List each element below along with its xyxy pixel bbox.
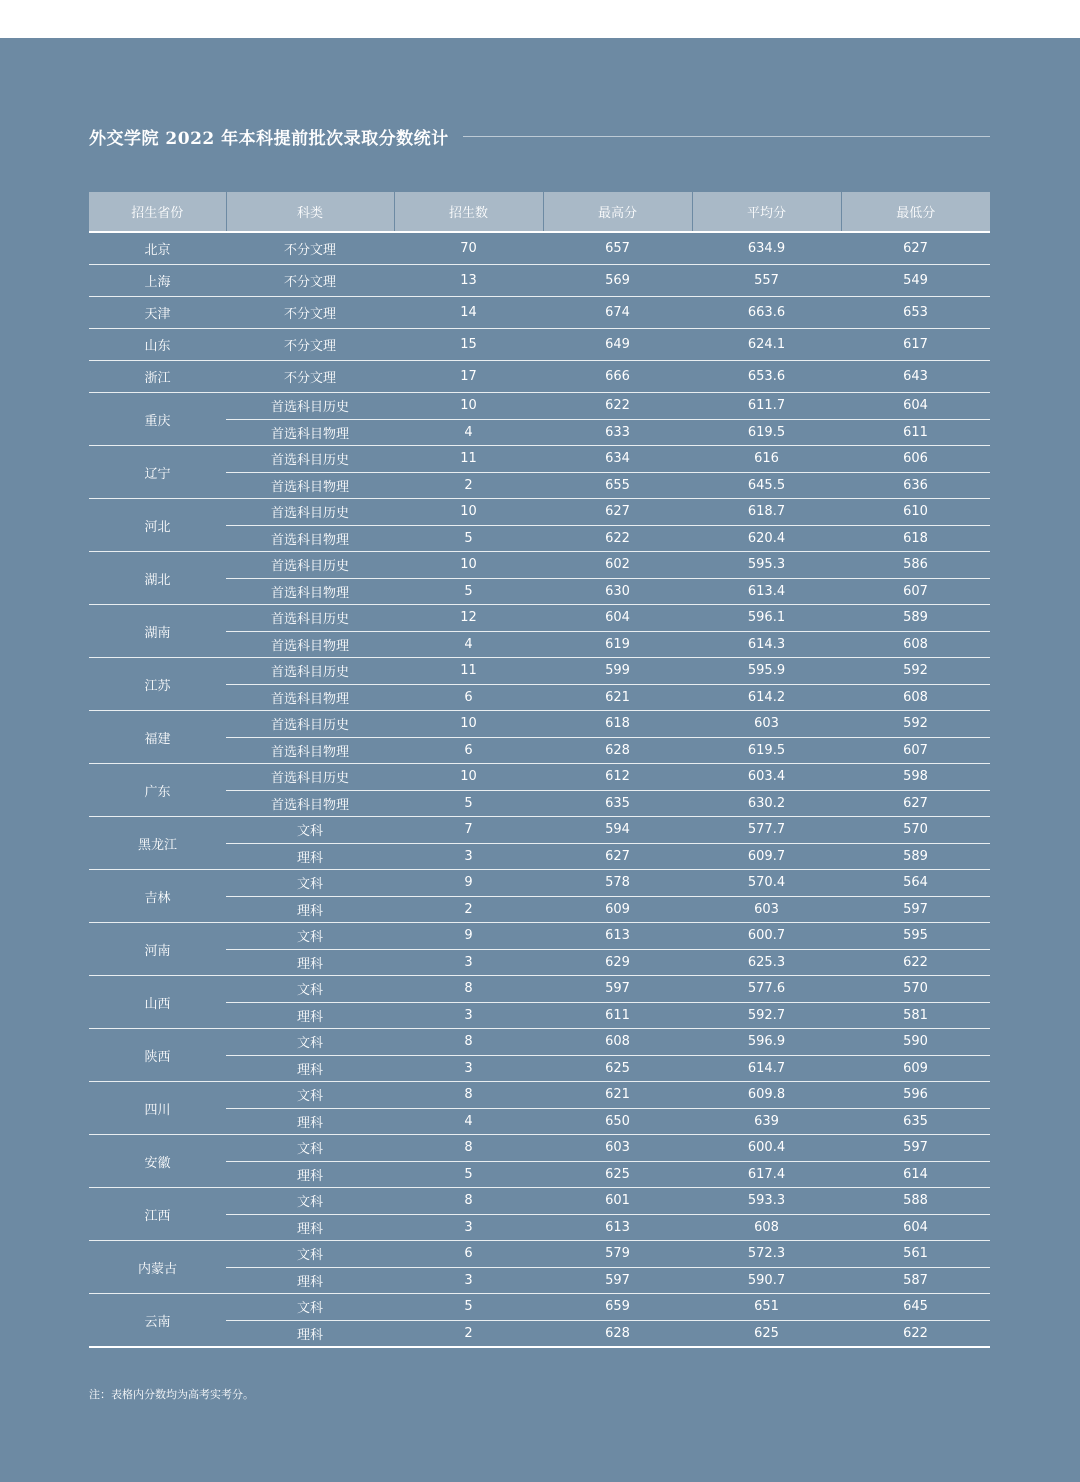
cell-max-score: 603 — [543, 1135, 692, 1162]
cell-category: 文科 — [226, 1029, 394, 1056]
cell-enrollment: 10 — [394, 393, 543, 420]
cell-max-score: 569 — [543, 265, 692, 297]
cell-max-score: 618 — [543, 711, 692, 738]
cell-enrollment: 8 — [394, 1082, 543, 1109]
table-row — [89, 361, 990, 393]
cell-min-score: 589 — [841, 843, 990, 870]
cell-max-score: 634 — [543, 446, 692, 473]
cell-min-score: 609 — [841, 1055, 990, 1082]
header-province: 招生省份 — [89, 192, 226, 232]
table-row — [89, 1241, 990, 1268]
cell-enrollment: 3 — [394, 949, 543, 976]
cell-min-score: 608 — [841, 631, 990, 658]
cell-enrollment: 8 — [394, 1029, 543, 1056]
cell-avg-score: 608 — [692, 1214, 841, 1241]
cell-province: 广东 — [89, 764, 226, 817]
cell-min-score: 618 — [841, 525, 990, 552]
cell-min-score: 614 — [841, 1161, 990, 1188]
province-group — [89, 1294, 990, 1348]
cell-avg-score: 614.2 — [692, 684, 841, 711]
province-group — [89, 393, 990, 446]
cell-enrollment: 15 — [394, 329, 543, 361]
cell-category: 首选科目物理 — [226, 419, 394, 446]
cell-avg-score: 630.2 — [692, 790, 841, 817]
cell-min-score: 607 — [841, 737, 990, 764]
header-min-score: 最低分 — [841, 192, 990, 232]
header-enrollment: 招生数 — [394, 192, 543, 232]
cell-max-score: 650 — [543, 1108, 692, 1135]
cell-min-score: 606 — [841, 446, 990, 473]
cell-avg-score: 603 — [692, 711, 841, 738]
title-row — [89, 124, 990, 148]
table-row — [89, 446, 990, 473]
table-row — [89, 1188, 990, 1215]
cell-province: 上海 — [89, 265, 226, 297]
province-group — [89, 297, 990, 329]
cell-category: 首选科目物理 — [226, 525, 394, 552]
cell-category: 首选科目历史 — [226, 711, 394, 738]
cell-province: 天津 — [89, 297, 226, 329]
cell-min-score: 607 — [841, 578, 990, 605]
cell-max-score: 627 — [543, 499, 692, 526]
province-group — [89, 923, 990, 976]
cell-enrollment: 4 — [394, 631, 543, 658]
cell-category: 理科 — [226, 1320, 394, 1347]
cell-min-score: 592 — [841, 658, 990, 685]
footnote: 注：表格内分数均为高考实考分。 — [89, 1388, 254, 1401]
table-row — [89, 605, 990, 632]
cell-enrollment: 8 — [394, 1188, 543, 1215]
cell-max-score: 619 — [543, 631, 692, 658]
cell-category: 首选科目历史 — [226, 499, 394, 526]
cell-min-score: 597 — [841, 1135, 990, 1162]
cell-avg-score: 625.3 — [692, 949, 841, 976]
cell-category: 文科 — [226, 1294, 394, 1321]
title-rule — [463, 136, 990, 137]
cell-province: 湖北 — [89, 552, 226, 605]
score-table — [89, 192, 990, 1348]
cell-enrollment: 9 — [394, 923, 543, 950]
cell-enrollment: 7 — [394, 817, 543, 844]
cell-avg-score: 619.5 — [692, 737, 841, 764]
cell-province: 河北 — [89, 499, 226, 552]
cell-enrollment: 5 — [394, 525, 543, 552]
cell-category: 首选科目历史 — [226, 446, 394, 473]
cell-enrollment: 3 — [394, 1267, 543, 1294]
cell-category: 首选科目历史 — [226, 393, 394, 420]
cell-avg-score: 595.3 — [692, 552, 841, 579]
cell-enrollment: 2 — [394, 1320, 543, 1347]
cell-enrollment: 6 — [394, 737, 543, 764]
table-row — [89, 976, 990, 1003]
cell-min-score: 627 — [841, 790, 990, 817]
cell-enrollment: 10 — [394, 499, 543, 526]
cell-min-score: 589 — [841, 605, 990, 632]
header-max-score: 最高分 — [543, 192, 692, 232]
cell-enrollment: 11 — [394, 446, 543, 473]
cell-enrollment: 9 — [394, 870, 543, 897]
cell-province: 内蒙古 — [89, 1241, 226, 1294]
cell-avg-score: 577.6 — [692, 976, 841, 1003]
cell-min-score: 635 — [841, 1108, 990, 1135]
cell-max-score: 578 — [543, 870, 692, 897]
table-row — [89, 1294, 990, 1321]
cell-max-score: 609 — [543, 896, 692, 923]
province-group — [89, 605, 990, 658]
header-avg-score: 平均分 — [692, 192, 841, 232]
cell-max-score: 621 — [543, 1082, 692, 1109]
cell-avg-score: 645.5 — [692, 472, 841, 499]
cell-category: 首选科目物理 — [226, 631, 394, 658]
province-group — [89, 1082, 990, 1135]
cell-avg-score: 603.4 — [692, 764, 841, 791]
cell-max-score: 628 — [543, 737, 692, 764]
cell-min-score: 561 — [841, 1241, 990, 1268]
cell-enrollment: 3 — [394, 1214, 543, 1241]
page-title: 外交学院 2022 年本科提前批次录取分数统计 — [89, 128, 449, 149]
cell-category: 理科 — [226, 1214, 394, 1241]
table-row — [89, 552, 990, 579]
table-row — [89, 923, 990, 950]
cell-avg-score: 595.9 — [692, 658, 841, 685]
province-group — [89, 817, 990, 870]
cell-max-score: 625 — [543, 1161, 692, 1188]
cell-enrollment: 6 — [394, 684, 543, 711]
cell-category: 文科 — [226, 923, 394, 950]
cell-min-score: 570 — [841, 976, 990, 1003]
province-group — [89, 361, 990, 393]
province-group — [89, 499, 990, 552]
cell-max-score: 597 — [543, 976, 692, 1003]
cell-enrollment: 8 — [394, 1135, 543, 1162]
province-group — [89, 870, 990, 923]
cell-min-score: 622 — [841, 949, 990, 976]
table-row — [89, 265, 990, 297]
cell-category: 首选科目历史 — [226, 605, 394, 632]
cell-avg-score: 593.3 — [692, 1188, 841, 1215]
cell-min-score: 604 — [841, 393, 990, 420]
cell-max-score: 601 — [543, 1188, 692, 1215]
cell-max-score: 604 — [543, 605, 692, 632]
cell-category: 首选科目物理 — [226, 578, 394, 605]
cell-category: 理科 — [226, 1002, 394, 1029]
cell-avg-score: 611.7 — [692, 393, 841, 420]
cell-avg-score: 620.4 — [692, 525, 841, 552]
cell-min-score: 622 — [841, 1320, 990, 1347]
cell-category: 理科 — [226, 949, 394, 976]
cell-category: 首选科目物理 — [226, 684, 394, 711]
cell-category: 文科 — [226, 870, 394, 897]
cell-category: 不分文理 — [226, 329, 394, 361]
cell-min-score: 608 — [841, 684, 990, 711]
cell-max-score: 608 — [543, 1029, 692, 1056]
cell-avg-score: 570.4 — [692, 870, 841, 897]
cell-max-score: 635 — [543, 790, 692, 817]
cell-enrollment: 10 — [394, 711, 543, 738]
table-row — [89, 232, 990, 265]
cell-category: 不分文理 — [226, 297, 394, 329]
cell-province: 山西 — [89, 976, 226, 1029]
cell-min-score: 598 — [841, 764, 990, 791]
cell-min-score: 590 — [841, 1029, 990, 1056]
cell-avg-score: 639 — [692, 1108, 841, 1135]
cell-enrollment: 3 — [394, 1055, 543, 1082]
cell-province: 四川 — [89, 1082, 226, 1135]
table-row — [89, 658, 990, 685]
cell-min-score: 549 — [841, 265, 990, 297]
province-group — [89, 446, 990, 499]
cell-category: 文科 — [226, 976, 394, 1003]
province-group — [89, 552, 990, 605]
cell-max-score: 599 — [543, 658, 692, 685]
cell-max-score: 666 — [543, 361, 692, 393]
cell-province: 安徽 — [89, 1135, 226, 1188]
cell-avg-score: 609.7 — [692, 843, 841, 870]
cell-avg-score: 614.3 — [692, 631, 841, 658]
cell-avg-score: 596.1 — [692, 605, 841, 632]
province-group — [89, 1188, 990, 1241]
cell-min-score: 592 — [841, 711, 990, 738]
cell-min-score: 581 — [841, 1002, 990, 1029]
table-row — [89, 499, 990, 526]
cell-province: 云南 — [89, 1294, 226, 1348]
province-group — [89, 1135, 990, 1188]
cell-max-score: 622 — [543, 525, 692, 552]
cell-category: 首选科目历史 — [226, 552, 394, 579]
cell-max-score: 613 — [543, 923, 692, 950]
province-group — [89, 232, 990, 265]
cell-avg-score: 600.4 — [692, 1135, 841, 1162]
province-group — [89, 1241, 990, 1294]
cell-category: 首选科目物理 — [226, 790, 394, 817]
cell-enrollment: 10 — [394, 552, 543, 579]
cell-min-score: 564 — [841, 870, 990, 897]
cell-enrollment: 5 — [394, 578, 543, 605]
table-row — [89, 817, 990, 844]
cell-min-score: 643 — [841, 361, 990, 393]
cell-province: 重庆 — [89, 393, 226, 446]
cell-avg-score: 618.7 — [692, 499, 841, 526]
cell-avg-score: 617.4 — [692, 1161, 841, 1188]
cell-min-score: 597 — [841, 896, 990, 923]
cell-province: 河南 — [89, 923, 226, 976]
table-row — [89, 711, 990, 738]
cell-max-score: 630 — [543, 578, 692, 605]
cell-max-score: 674 — [543, 297, 692, 329]
cell-min-score: 653 — [841, 297, 990, 329]
cell-min-score: 588 — [841, 1188, 990, 1215]
cell-province: 浙江 — [89, 361, 226, 393]
cell-enrollment: 6 — [394, 1241, 543, 1268]
cell-enrollment: 3 — [394, 1002, 543, 1029]
cell-enrollment: 17 — [394, 361, 543, 393]
cell-category: 不分文理 — [226, 265, 394, 297]
cell-avg-score: 625 — [692, 1320, 841, 1347]
cell-avg-score: 577.7 — [692, 817, 841, 844]
cell-enrollment: 10 — [394, 764, 543, 791]
table-row — [89, 297, 990, 329]
cell-max-score: 612 — [543, 764, 692, 791]
province-group — [89, 711, 990, 764]
cell-province: 黑龙江 — [89, 817, 226, 870]
cell-enrollment: 2 — [394, 896, 543, 923]
page-panel — [0, 38, 1080, 1482]
cell-avg-score: 613.4 — [692, 578, 841, 605]
cell-max-score: 594 — [543, 817, 692, 844]
cell-avg-score: 619.5 — [692, 419, 841, 446]
cell-max-score: 657 — [543, 232, 692, 265]
cell-min-score: 636 — [841, 472, 990, 499]
table-row — [89, 1082, 990, 1109]
cell-category: 理科 — [226, 1108, 394, 1135]
cell-category: 不分文理 — [226, 232, 394, 265]
cell-max-score: 622 — [543, 393, 692, 420]
cell-avg-score: 557 — [692, 265, 841, 297]
cell-max-score: 627 — [543, 843, 692, 870]
cell-enrollment: 11 — [394, 658, 543, 685]
cell-min-score: 611 — [841, 419, 990, 446]
table-header — [89, 192, 990, 232]
cell-avg-score: 592.7 — [692, 1002, 841, 1029]
province-group — [89, 1029, 990, 1082]
cell-avg-score: 634.9 — [692, 232, 841, 265]
cell-min-score: 645 — [841, 1294, 990, 1321]
cell-enrollment: 12 — [394, 605, 543, 632]
cell-min-score: 570 — [841, 817, 990, 844]
cell-province: 陕西 — [89, 1029, 226, 1082]
cell-enrollment: 5 — [394, 1294, 543, 1321]
cell-min-score: 596 — [841, 1082, 990, 1109]
cell-enrollment: 5 — [394, 1161, 543, 1188]
cell-avg-score: 600.7 — [692, 923, 841, 950]
cell-enrollment: 8 — [394, 976, 543, 1003]
cell-enrollment: 70 — [394, 232, 543, 265]
cell-category: 首选科目历史 — [226, 764, 394, 791]
table-row — [89, 1135, 990, 1162]
cell-max-score: 655 — [543, 472, 692, 499]
cell-category: 文科 — [226, 1188, 394, 1215]
cell-avg-score: 590.7 — [692, 1267, 841, 1294]
cell-category: 首选科目物理 — [226, 472, 394, 499]
cell-avg-score: 614.7 — [692, 1055, 841, 1082]
cell-min-score: 595 — [841, 923, 990, 950]
cell-province: 辽宁 — [89, 446, 226, 499]
cell-avg-score: 603 — [692, 896, 841, 923]
cell-avg-score: 572.3 — [692, 1241, 841, 1268]
cell-province: 江苏 — [89, 658, 226, 711]
table-row — [89, 870, 990, 897]
province-group — [89, 764, 990, 817]
cell-category: 理科 — [226, 1161, 394, 1188]
cell-max-score: 629 — [543, 949, 692, 976]
table-row — [89, 1029, 990, 1056]
cell-category: 首选科目物理 — [226, 737, 394, 764]
cell-province: 吉林 — [89, 870, 226, 923]
cell-max-score: 628 — [543, 1320, 692, 1347]
cell-avg-score: 653.6 — [692, 361, 841, 393]
cell-avg-score: 616 — [692, 446, 841, 473]
cell-category: 理科 — [226, 1267, 394, 1294]
cell-min-score: 610 — [841, 499, 990, 526]
cell-avg-score: 609.8 — [692, 1082, 841, 1109]
cell-min-score: 587 — [841, 1267, 990, 1294]
cell-province: 湖南 — [89, 605, 226, 658]
cell-category: 不分文理 — [226, 361, 394, 393]
cell-enrollment: 2 — [394, 472, 543, 499]
cell-avg-score: 663.6 — [692, 297, 841, 329]
cell-max-score: 613 — [543, 1214, 692, 1241]
table-row — [89, 393, 990, 420]
cell-avg-score: 624.1 — [692, 329, 841, 361]
cell-enrollment: 3 — [394, 843, 543, 870]
cell-max-score: 659 — [543, 1294, 692, 1321]
cell-avg-score: 651 — [692, 1294, 841, 1321]
cell-category: 文科 — [226, 1082, 394, 1109]
cell-min-score: 586 — [841, 552, 990, 579]
cell-category: 文科 — [226, 817, 394, 844]
cell-category: 首选科目历史 — [226, 658, 394, 685]
table-row — [89, 329, 990, 361]
cell-min-score: 627 — [841, 232, 990, 265]
cell-max-score: 625 — [543, 1055, 692, 1082]
province-group — [89, 265, 990, 297]
header-category: 科类 — [226, 192, 394, 232]
cell-enrollment: 14 — [394, 297, 543, 329]
cell-max-score: 597 — [543, 1267, 692, 1294]
cell-max-score: 602 — [543, 552, 692, 579]
cell-enrollment: 4 — [394, 419, 543, 446]
cell-province: 山东 — [89, 329, 226, 361]
cell-max-score: 633 — [543, 419, 692, 446]
cell-min-score: 604 — [841, 1214, 990, 1241]
cell-enrollment: 5 — [394, 790, 543, 817]
cell-province: 福建 — [89, 711, 226, 764]
cell-enrollment: 4 — [394, 1108, 543, 1135]
table-row — [89, 764, 990, 791]
cell-min-score: 617 — [841, 329, 990, 361]
province-group — [89, 329, 990, 361]
cell-category: 文科 — [226, 1135, 394, 1162]
cell-enrollment: 13 — [394, 265, 543, 297]
cell-province: 北京 — [89, 232, 226, 265]
cell-category: 文科 — [226, 1241, 394, 1268]
cell-category: 理科 — [226, 896, 394, 923]
cell-max-score: 579 — [543, 1241, 692, 1268]
cell-avg-score: 596.9 — [692, 1029, 841, 1056]
province-group — [89, 976, 990, 1029]
province-group — [89, 658, 990, 711]
header-row — [89, 192, 990, 232]
cell-max-score: 649 — [543, 329, 692, 361]
cell-province: 江西 — [89, 1188, 226, 1241]
cell-category: 理科 — [226, 843, 394, 870]
cell-max-score: 621 — [543, 684, 692, 711]
cell-max-score: 611 — [543, 1002, 692, 1029]
cell-category: 理科 — [226, 1055, 394, 1082]
